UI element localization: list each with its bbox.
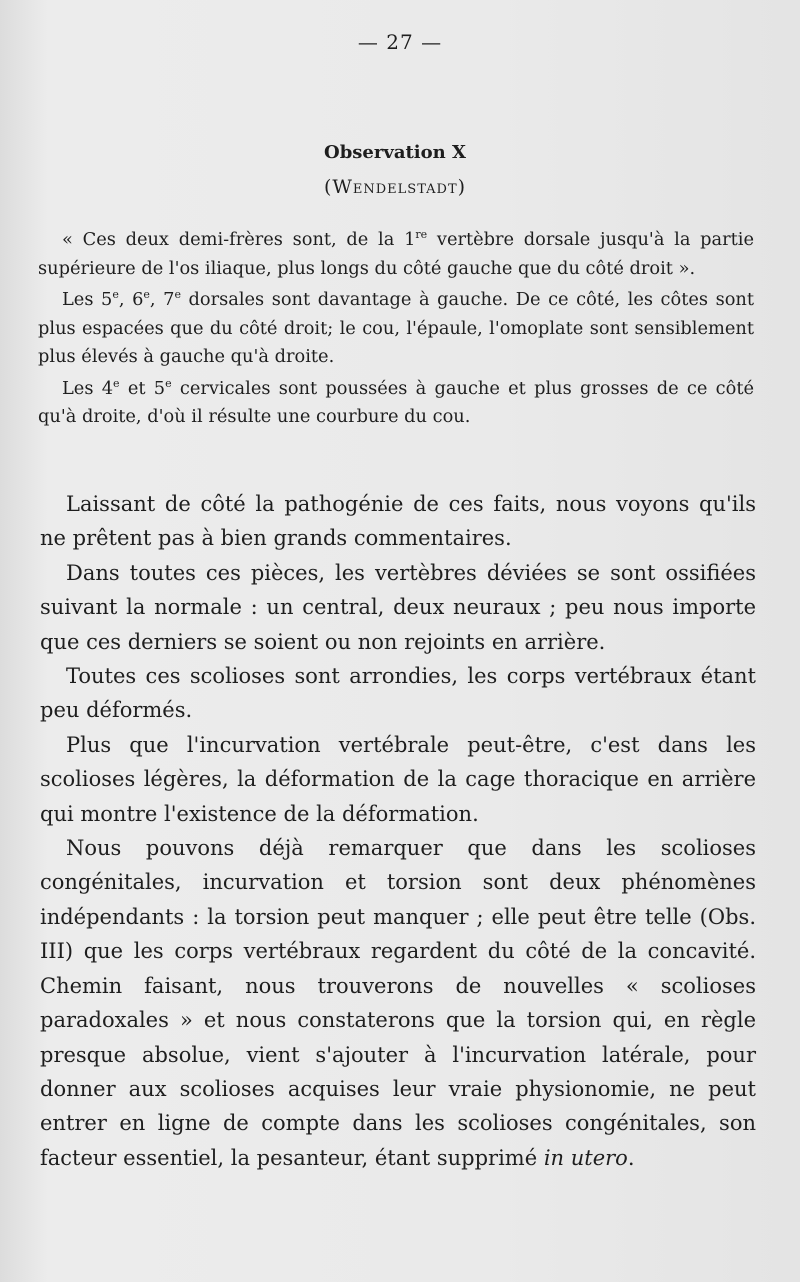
body-paragraph-2: Dans toutes ces pièces, les vertèbres déviées se sont ossifiées suivant la normale : un central, deux neuraux ; peu nous importe que ces derniers se soient ou non rejoints en arrière. <box>40 560 756 654</box>
observation-quote <box>38 226 754 432</box>
body-text <box>40 487 756 1175</box>
italic-in-utero: in utero <box>543 1145 628 1170</box>
quote-paragraph-3: Les 4e et 5e cervicales sont poussées à gauche et plus grosses de ce côté qu'à droite, d'où il résulte une courbure du cou. <box>38 376 754 427</box>
body-paragraph-3: Toutes ces scolioses sont arrondies, les corps vertébraux étant peu déformés. <box>40 664 756 723</box>
page-number: — 27 — <box>357 30 443 54</box>
observation-author: (Wendelstadt) <box>323 176 467 198</box>
body-paragraph-4: Plus que l'incurvation vertébrale peut-être, c'est dans les scolioses légères, la déformation de la cage thoracique en arrière qui montre l'existence de la déformation. <box>40 732 756 826</box>
body-paragraph-5: Nous pouvons déjà remarquer que dans les scolioses congénitales, incurvation et torsion sont deux phénomènes indépendants : la torsion peut manquer ; elle peut être telle (Obs. III) que les corps vertébraux regardent du côté de la concavité. Chemin faisant, nous trouverons de nouvelles « scolioses paradoxales » et nous constaterons que la torsion qui, en règle presque absolue, vient s'ajouter à l'incurvation latérale, pour donner aux scolioses acquises leur vraie physionomie, ne peut entrer en ligne de compte dans les scolioses congénitales, son facteur essentiel, la pesanteur, étant supprimé in utero. <box>40 836 756 1170</box>
quote-paragraph-2: Les 5e, 6e, 7e dorsales sont davantage à gauche. De ce côté, les côtes sont plus espacées que du côté droit; le cou, l'épaule, l'omoplate sont sensiblement plus élevés à gauche qu'à droite. <box>38 288 755 367</box>
body-paragraph-1: Laissant de côté la pathogénie de ces faits, nous voyons qu'ils ne prêtent pas à bien grands commentaires. <box>40 492 756 551</box>
observation-title: Observation X <box>324 142 466 163</box>
quote-paragraph-1: « Ces deux demi-frères sont, de la 1re vertèbre dorsale jusqu'à la partie supérieure de l'os iliaque, plus longs du côté gauche que du côté droit ». <box>38 228 754 279</box>
